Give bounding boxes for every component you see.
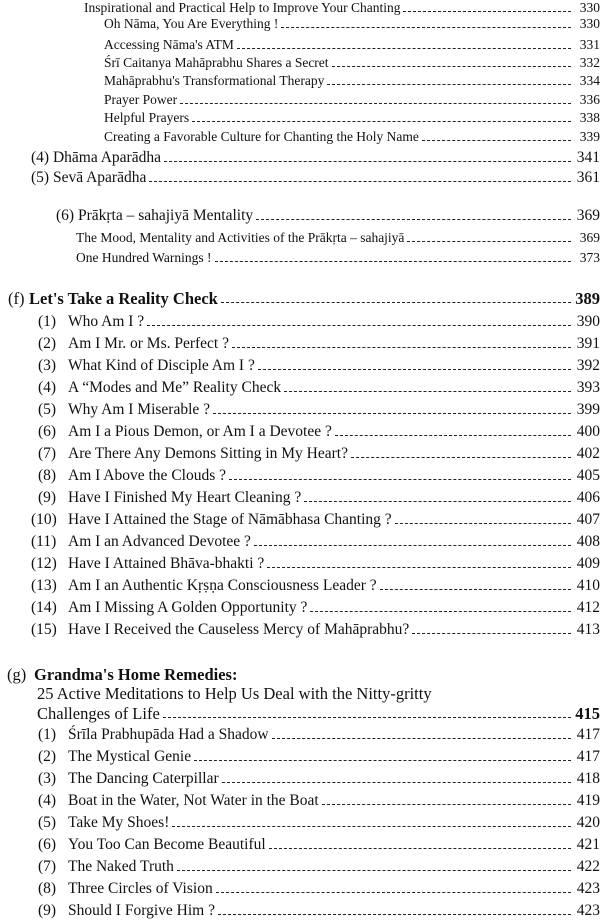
dotted-leader [180, 103, 571, 104]
toc-entry-number: (3) [38, 770, 57, 787]
dotted-leader [412, 633, 571, 634]
toc-entry [38, 858, 600, 876]
toc-entry-label: Should I Forgive Him ? [68, 902, 215, 919]
toc-entry-label: The Naked Truth [68, 858, 174, 875]
toc-entry-number: (5) [38, 401, 57, 418]
toc-entry-page: 330 [579, 16, 600, 31]
toc-entry-label: (5) Sevā Aparādha [31, 169, 147, 186]
toc-entry [56, 207, 600, 225]
toc-entry [38, 836, 600, 854]
toc-entry-number: (5) [38, 814, 57, 831]
toc-entry [38, 357, 600, 375]
toc-entry [38, 401, 600, 419]
toc-entry-label: Why Am I Miserable ? [68, 401, 211, 418]
section-marker: (g) [7, 665, 27, 684]
section-heading [8, 289, 600, 309]
toc-entry-number: (2) [38, 748, 57, 765]
toc-entry-number: (12) [31, 555, 57, 572]
dotted-leader [232, 347, 571, 348]
toc-entry-page: 410 [576, 577, 600, 594]
dotted-leader [332, 66, 571, 67]
toc-entry [104, 55, 600, 71]
toc-entry-page: 409 [576, 555, 600, 572]
section-subtitle: 25 Active Meditations to Help Us Deal with the Nitty-gritty [37, 684, 432, 703]
toc-entry-page: 407 [576, 511, 600, 528]
dotted-leader [177, 870, 571, 871]
toc-entry-label: Have I Attained the Stage of Nāmābhasa Chanting ? [68, 511, 392, 528]
dotted-leader [272, 738, 571, 739]
toc-entry-page: 332 [579, 55, 600, 70]
toc-entry-number: (6) [38, 423, 57, 440]
toc-entry-label: Creating a Favorable Culture for Chanting the Holy Name [104, 129, 419, 144]
dotted-leader [310, 611, 571, 612]
section-title: Grandma's Home Remedies: [34, 665, 238, 684]
toc-entry-page: 400 [576, 423, 600, 440]
dotted-leader [327, 84, 571, 85]
toc-entry-page: 361 [576, 169, 600, 186]
toc-entry-page: 393 [576, 379, 600, 396]
toc-entry-page: 339 [579, 129, 600, 144]
dotted-leader [147, 325, 571, 326]
toc-entry-label: Prayer Power [104, 92, 178, 107]
toc-entry-page: 369 [576, 207, 600, 224]
toc-entry-page: 402 [576, 445, 600, 462]
toc-entry-label: Take My Shoes! [68, 814, 170, 831]
toc-entry [38, 379, 600, 397]
toc-entry-page: 423 [576, 880, 600, 897]
toc-entry-number: (6) [38, 836, 57, 853]
toc-entry-number: (2) [38, 335, 57, 352]
dotted-leader [172, 826, 571, 827]
toc-entry-label: Have I Attained Bhāva-bhakti ? [68, 555, 265, 572]
dotted-leader [213, 413, 571, 414]
toc-entry [38, 489, 600, 507]
dotted-leader [281, 27, 571, 28]
toc-entry-number: (15) [31, 621, 57, 638]
toc-entry-number: (10) [31, 511, 57, 528]
toc-entry-label: Am I Mr. or Ms. Perfect ? [68, 335, 229, 352]
dotted-leader [222, 782, 571, 783]
toc-entry [38, 792, 600, 810]
toc-entry [31, 511, 600, 529]
toc-entry-label: A “Modes and Me” Reality Check [68, 379, 282, 396]
toc-entry-page: 334 [579, 73, 600, 88]
toc-entry [31, 577, 600, 595]
toc-entry-page: 390 [576, 313, 600, 330]
dotted-leader [218, 914, 571, 915]
toc-entry-number: (7) [38, 445, 57, 462]
dotted-leader [269, 848, 571, 849]
toc-entry-label: Mahāprabhu's Transformational Therapy [104, 73, 325, 88]
toc-entry-label: Accessing Nāma's ATM [104, 37, 234, 52]
toc-entry-page: 338 [579, 110, 600, 125]
toc-entry [104, 110, 600, 126]
toc-entry-label: You Too Can Become Beautiful [68, 836, 266, 853]
dotted-leader [221, 302, 571, 303]
toc-entry-number: (9) [38, 902, 57, 919]
toc-entry-label: Am I a Pious Demon, or Am I a Devotee ? [68, 423, 332, 440]
toc-entry-page: 331 [579, 37, 600, 52]
dotted-leader [237, 48, 571, 49]
toc-entry [38, 335, 600, 353]
dotted-leader [322, 804, 571, 805]
toc-entry-page: 392 [576, 357, 600, 374]
toc-entry-page: 419 [576, 792, 600, 809]
toc-entry-label: Who Am I ? [68, 313, 145, 330]
section-page: 415 [575, 704, 600, 723]
dotted-leader [256, 219, 571, 220]
toc-entry [104, 92, 600, 108]
toc-entry-page: 421 [576, 836, 600, 853]
section-page: 389 [575, 289, 600, 308]
toc-entry-page: 408 [576, 533, 600, 550]
toc-entry [104, 16, 600, 32]
dotted-leader [194, 760, 571, 761]
toc-entry [31, 621, 600, 639]
toc-entry-page: 412 [576, 599, 600, 616]
toc-entry-number: (9) [38, 489, 57, 506]
dotted-leader [254, 545, 571, 546]
toc-entry [38, 445, 600, 463]
toc-entry-number: (3) [38, 357, 57, 374]
section-subtitle-row [37, 704, 600, 724]
dotted-leader [258, 369, 571, 370]
toc-entry [38, 814, 600, 832]
toc-entry [31, 149, 600, 167]
toc-entry-number: (14) [31, 599, 57, 616]
toc-entry-number: (1) [38, 313, 57, 330]
toc-entry-label: Am I Above the Clouds ? [68, 467, 226, 484]
toc-entry [104, 37, 600, 53]
toc-entry-label: Three Circles of Vision [68, 880, 213, 897]
toc-entry-page: 417 [576, 748, 600, 765]
toc-entry [38, 880, 600, 898]
toc-entry-number: (4) [38, 792, 57, 809]
toc-entry [38, 726, 600, 744]
toc-entry-page: 418 [576, 770, 600, 787]
section-title: Let's Take a Reality Check [29, 289, 218, 308]
dotted-leader [215, 261, 571, 262]
toc-entry [38, 902, 600, 920]
dotted-leader [395, 523, 571, 524]
toc-entry-page: 405 [576, 467, 600, 484]
toc-entry-label: The Dancing Caterpillar [68, 770, 219, 787]
toc-entry-page: 330 [579, 0, 600, 15]
toc-entry [38, 770, 600, 788]
section-subtitle: Challenges of Life [37, 704, 160, 723]
dotted-leader [216, 892, 571, 893]
dotted-leader [407, 241, 571, 242]
toc-entry [76, 250, 600, 266]
toc-entry [104, 129, 600, 145]
toc-entry-number: (13) [31, 577, 57, 594]
toc-entry [38, 467, 600, 485]
toc-entry-number: (8) [38, 880, 57, 897]
toc-entry-label: Boat in the Water, Not Water in the Boat [68, 792, 319, 809]
toc-entry [104, 73, 600, 89]
toc-entry-page: 336 [579, 92, 600, 107]
section-marker: (f) [8, 289, 25, 308]
dotted-leader [284, 391, 571, 392]
toc-entry-label: The Mood, Mentality and Activities of the Prākṛta – sahajiyā [76, 230, 405, 245]
toc-entry [31, 555, 600, 573]
toc-entry-label: Am I an Authentic Kṛṣṇa Consciousness Leader ? [68, 577, 377, 594]
toc-entry [31, 533, 600, 551]
toc-entry-page: 399 [576, 401, 600, 418]
toc-entry [31, 599, 600, 617]
dotted-leader [149, 181, 571, 182]
dotted-leader [335, 435, 571, 436]
toc-entry-label: Have I Finished My Heart Cleaning ? [68, 489, 302, 506]
toc-entry-label: One Hundred Warnings ! [76, 250, 212, 265]
dotted-leader [351, 457, 571, 458]
toc-entry-number: (1) [38, 726, 57, 743]
toc-entry-page: 406 [576, 489, 600, 506]
dotted-leader [380, 589, 571, 590]
dotted-leader [192, 121, 571, 122]
toc-entry-label: Have I Received the Causeless Mercy of Mahāprabhu? [68, 621, 410, 638]
toc-entry-number: (8) [38, 467, 57, 484]
toc-entry-label: Oh Nāma, You Are Everything ! [104, 16, 279, 31]
toc-entry-number: (7) [38, 858, 57, 875]
toc-entry [76, 230, 600, 246]
toc-entry-page: 413 [576, 621, 600, 638]
toc-entry-label: Śrī Caitanya Mahāprabhu Shares a Secret [104, 55, 329, 70]
toc-entry-page: 423 [576, 902, 600, 919]
toc-entry-label: (4) Dhāma Aparādha [31, 149, 161, 166]
toc-entry-page: 373 [579, 250, 600, 265]
dotted-leader [304, 501, 571, 502]
dotted-leader [163, 717, 571, 718]
toc-entry-label: Am I an Advanced Devotee ? [68, 533, 251, 550]
toc-entry-page: 420 [576, 814, 600, 831]
toc-entry [38, 748, 600, 766]
dotted-leader [164, 161, 571, 162]
toc-entry-number: (11) [31, 533, 57, 550]
toc-entry [38, 423, 600, 441]
toc-entry-label: Inspirational and Practical Help to Improve Your Chanting [84, 0, 401, 15]
toc-entry-label: Śrīla Prabhupāda Had a Shadow [68, 726, 269, 743]
toc-entry-page: 369 [579, 230, 600, 245]
toc-entry-page: 391 [576, 335, 600, 352]
dotted-leader [229, 479, 571, 480]
dotted-leader [267, 567, 571, 568]
toc-entry-page: 341 [576, 149, 600, 166]
dotted-leader [403, 11, 571, 12]
toc-entry [31, 169, 600, 187]
toc-entry-label: What Kind of Disciple Am I ? [68, 357, 255, 374]
toc-entry-label: Are There Any Demons Sitting in My Heart? [68, 445, 348, 462]
dotted-leader [422, 140, 571, 141]
toc-entry [38, 313, 600, 331]
toc-entry-label: The Mystical Genie [68, 748, 192, 765]
toc-entry-label: (6) Prākṛta – sahajiyā Mentality [56, 207, 254, 224]
toc-entry-page: 422 [576, 858, 600, 875]
toc-entry-label: Am I Missing A Golden Opportunity ? [68, 599, 308, 616]
toc-entry [84, 0, 600, 16]
toc-entry-label: Helpful Prayers [104, 110, 190, 125]
toc-entry-number: (4) [38, 379, 57, 396]
toc-entry-page: 417 [576, 726, 600, 743]
